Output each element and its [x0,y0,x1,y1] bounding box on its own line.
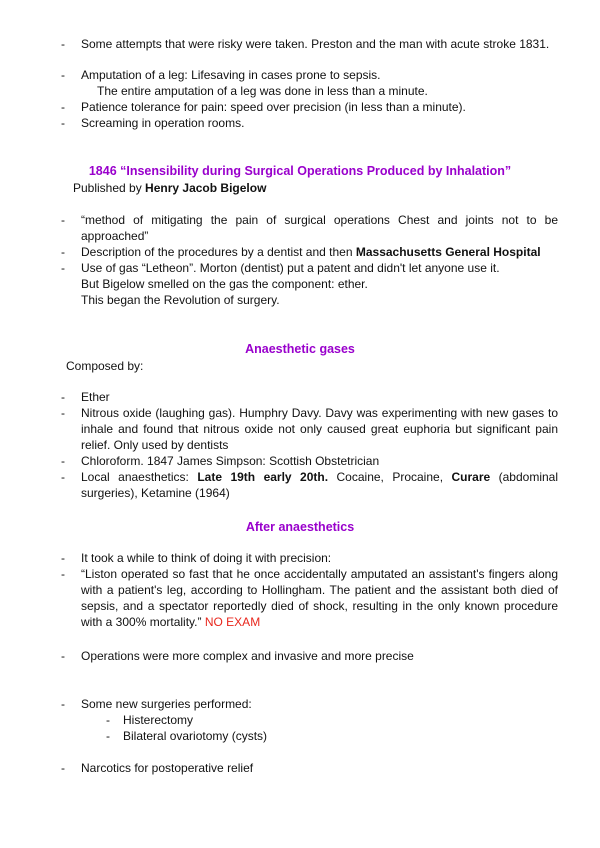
list-item-continuation: sepsis, and a spectator reportedly died of shock, resulting in the only known procedure [81,599,558,613]
list-item: Use of gas “Letheon”. Morton (dentist) put a patent and didn't let anyone use it. [81,261,500,275]
list-item [81,469,558,485]
list-item: Chloroform. 1847 James Simpson: Scottish Obstetrician [81,454,380,468]
list-item: Some attempts that were risky were taken. Preston and the man with acute stroke 1831. [81,37,550,51]
curare-bold: Curare [451,470,491,484]
author-name: Henry Jacob Bigelow [145,181,267,195]
bullet-dash: - [61,567,65,581]
bullet-dash: - [61,697,65,711]
sub-list-item: Bilateral ovariotomy (cysts) [123,729,268,743]
list-item-continuation: inhale and found that nitrous oxide not only caused great euphoria but significant pain [81,422,558,436]
list-item-continuation: This began the Revolution of surgery. [81,293,280,307]
published-by-line [73,180,266,196]
bullet-dash: - [61,116,65,130]
bullet-dash: - [61,245,65,259]
sub-bullet-dash: - [106,729,110,743]
bullet-dash: - [61,761,65,775]
list-item-continuation: approached” [81,229,149,243]
list-item-continuation: relief. Only used by dentists [81,438,229,452]
quote-end: with a 300% mortality.” [81,615,202,629]
bullet-dash: - [61,261,65,275]
bullet-dash: - [61,37,65,51]
list-item-text: (abdominal [490,470,558,484]
list-item: Screaming in operation rooms. [81,116,245,130]
list-item: Narcotics for postoperative relief [81,761,254,775]
list-item: Patience tolerance for pain: speed over precision (in less than a minute). [81,100,466,114]
list-item [81,244,541,260]
list-item-continuation: with a patient's leg, according to Hollingham. The patient and the assistant both died of [81,583,558,597]
bullet-dash: - [61,100,65,114]
bullet-dash: - [61,551,65,565]
era-bold: Late 19th early 20th. [197,470,329,484]
list-item-continuation [81,614,260,630]
section-heading-after-anaesthetics: After anaesthetics [245,520,355,534]
section-heading-anaesthetic-gases: Anaesthetic gases [245,342,355,356]
no-exam-note: NO EXAM [204,615,261,629]
list-item: Ether [81,390,110,404]
list-item-continuation: The entire amputation of a leg was done in less than a minute. [97,84,428,98]
bullet-dash: - [61,390,65,404]
list-item-text: Local anaesthetics: [81,470,198,484]
list-item: “Liston operated so fast that he once accidentally amputated an assistant's fingers along [81,567,558,581]
bullet-dash: - [61,649,65,663]
published-prefix: Published by [73,181,146,195]
sub-list-item: Histerectomy [123,713,194,727]
bullet-dash: - [61,454,65,468]
list-item: It took a while to think of doing it with precision: [81,551,332,565]
bullet-dash: - [61,406,65,420]
composed-by-label: Composed by: [66,359,144,373]
list-item: Nitrous oxide (laughing gas). Humphry Davy. Davy was experimenting with new gases to [81,406,558,420]
list-item-text: Description of the procedures by a dentist and then [81,245,356,259]
bullet-dash: - [61,470,65,484]
sub-bullet-dash: - [106,713,110,727]
section-heading-1846: 1846 “Insensibility during Surgical Operations Produced by Inhalation” [88,164,512,178]
list-item: Some new surgeries performed: [81,697,252,711]
bullet-dash: - [61,213,65,227]
hospital-name: Massachusetts General Hospital [355,245,541,259]
list-item-text: Cocaine, Procaine, [328,470,452,484]
list-item: Amputation of a leg: Lifesaving in cases prone to sepsis. [81,68,381,82]
list-item: Operations were more complex and invasive and more precise [81,649,414,663]
bullet-dash: - [61,68,65,82]
list-item: “method of mitigating the pain of surgical operations Chest and joints not to be [81,213,558,227]
list-item-continuation: surgeries), Ketamine (1964) [81,486,230,500]
list-item-continuation: But Bigelow smelled on the gas the component: ether. [81,277,368,291]
